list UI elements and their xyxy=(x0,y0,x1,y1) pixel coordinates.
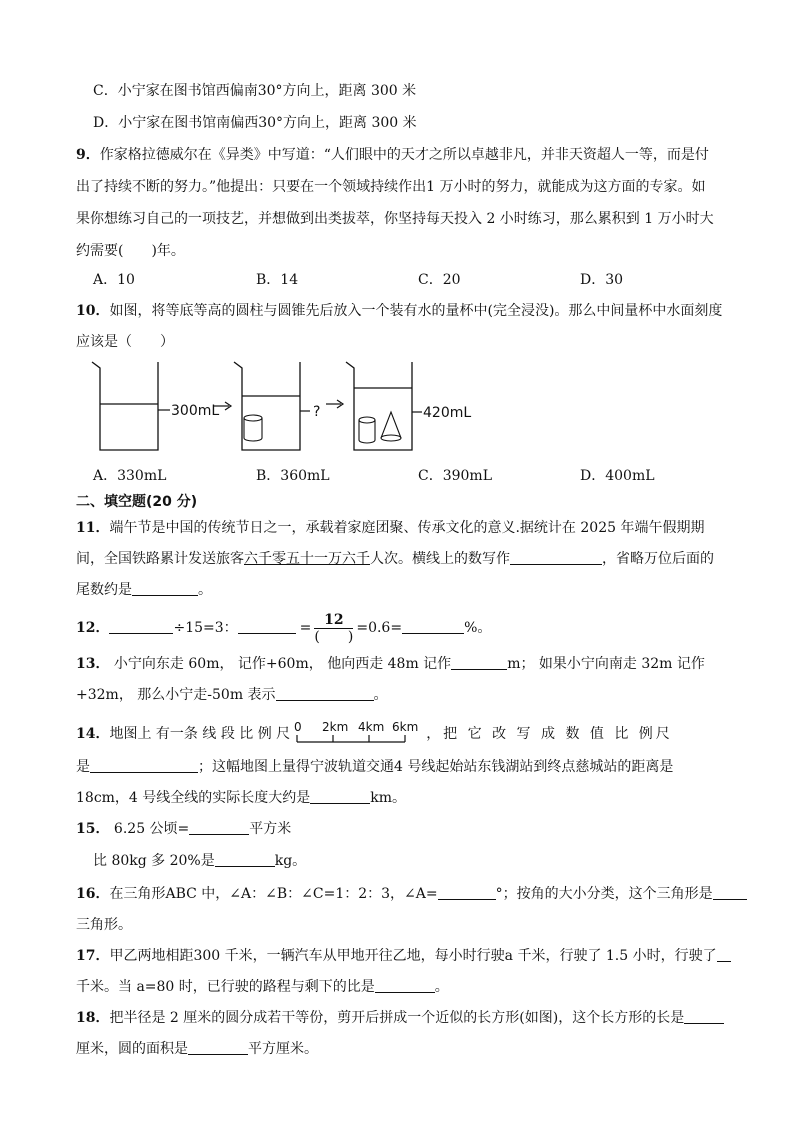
q11-line-1 xyxy=(76,518,704,538)
q11-number: 11． xyxy=(76,520,110,536)
q11-blank-1[interactable] xyxy=(510,550,602,565)
scale-tick-0: 0 xyxy=(294,720,302,734)
label-question: ? xyxy=(313,404,321,420)
beaker-1 xyxy=(92,362,219,450)
q14-text-1b: ，把 它 改 写 成 数 值 比 例尺 xyxy=(426,726,673,742)
q18-blank-2[interactable] xyxy=(188,1040,248,1055)
q13-blank-2[interactable] xyxy=(276,686,374,701)
q15-line-2 xyxy=(93,851,306,871)
q17-text-2a: 千米。当 a=80 时，已行驶的路程与剩下的比是 xyxy=(76,979,375,995)
q15-blank-2[interactable] xyxy=(215,852,275,867)
q11-underlined-number: 六千零五十一万六千 xyxy=(244,551,370,567)
q11-text-1: 端午节是中国的传统节日之一，承载着家庭团聚、传承文化的意义.据统计在 2025 年端午假期期 xyxy=(109,520,705,536)
q14-line-2 xyxy=(76,757,673,777)
q8-option-c: C．小宁家在图书馆西偏南30°方向上，距离 300 米 xyxy=(93,83,417,99)
q11-text-3a: 尾数约是 xyxy=(76,582,132,598)
q10-option-c: C．390mL xyxy=(418,468,493,484)
q11-line-2 xyxy=(76,549,714,569)
q12-fraction-numerator: 12 xyxy=(314,612,353,629)
q9-text-1: 作家格拉德威尔在《异类》中写道：“人们眼中的天才之所以卓越非凡，并非天资超人一等，而是付 xyxy=(99,147,709,163)
q18-line-1 xyxy=(76,1008,724,1028)
q11-blank-2[interactable] xyxy=(132,581,198,596)
cylinder-icon xyxy=(244,415,262,441)
q15-line-1 xyxy=(76,819,291,839)
q12-text-b: = xyxy=(299,620,312,636)
q15-text-2a: 比 80kg 多 20%是 xyxy=(93,853,215,869)
q16-number: 16． xyxy=(76,886,110,902)
q8-option-d: D．小宁家在图书馆南偏西30°方向上，距离 300 米 xyxy=(93,115,417,131)
q16-line-1 xyxy=(76,884,747,904)
q17-text-1: 甲乙两地相距300 千米，一辆汽车从甲地开往乙地，每小时行驶a 千米，行驶了 1.5 小时，行驶了 xyxy=(109,948,717,964)
q14-text-3b: km。 xyxy=(370,790,407,806)
q12-text-c: =0.6= xyxy=(356,620,403,636)
q14-text-2b: ；这幅地图上量得宁波轨道交通4 号线起始站东钱湖站到终点慈城站的距离是 xyxy=(198,759,674,775)
q12-fraction-denominator[interactable]: ( ) xyxy=(314,628,354,645)
q9-option-c: C．20 xyxy=(418,272,461,288)
q17-blank-2[interactable] xyxy=(375,978,435,993)
q16-line-2: 三角形。 xyxy=(76,917,132,933)
q13-line-2 xyxy=(76,685,388,705)
q12-line xyxy=(76,611,491,645)
q18-blank-1[interactable] xyxy=(684,1009,724,1024)
q13-text-1a: 小宁向东走 60m， 记作+60m， 他向西走 48m 记作 xyxy=(109,656,452,672)
q15-blank-1[interactable] xyxy=(189,820,249,835)
q14-text-2a: 是 xyxy=(76,759,90,775)
q10-number: 10． xyxy=(76,303,110,319)
q11-text-2a: 间，全国铁路累计发送旅客 xyxy=(76,551,244,567)
q13-text-2a: +32m， 那么小宁走-50m 表示 xyxy=(76,687,276,703)
q17-blank-1[interactable] xyxy=(717,947,731,962)
q10-option-a: A．330mL xyxy=(93,468,167,484)
q12-blank-3[interactable] xyxy=(402,619,464,634)
scale-tick-6km: 6km xyxy=(392,720,419,734)
q14-blank-1[interactable] xyxy=(90,758,198,773)
q9-line-1 xyxy=(76,145,709,165)
q9-option-d: D．30 xyxy=(580,272,624,288)
q13-blank-1[interactable] xyxy=(451,655,507,670)
q11-text-2c: ，省略万位后面的 xyxy=(602,551,714,567)
q12-fraction xyxy=(314,612,353,645)
q14-line-1 xyxy=(76,720,673,746)
cylinder-icon xyxy=(359,417,375,443)
q10-line-2: 应该是（ ） xyxy=(76,334,174,350)
q9-number: 9． xyxy=(76,147,100,163)
label-420ml: 420mL xyxy=(423,405,472,421)
q16-text-1b: °；按角的大小分类，这个三角形是 xyxy=(495,886,713,902)
label-300ml: 300mL xyxy=(171,403,220,419)
q14-number: 14． xyxy=(76,726,110,742)
beaker-2 xyxy=(234,362,320,450)
q12-text-d: %。 xyxy=(464,620,492,636)
q9-option-a: A．10 xyxy=(93,272,135,288)
q13-number: 13． xyxy=(76,656,110,672)
q16-blank-1[interactable] xyxy=(438,885,496,900)
q17-text-2b: 。 xyxy=(434,979,449,995)
q13-text-2b: 。 xyxy=(373,687,388,703)
q14-text-1a: 地图上 有一条 线 段 比 例 尺 xyxy=(109,726,291,742)
q10-beaker-figure xyxy=(88,356,488,456)
q15-text-1b: 平方米 xyxy=(249,821,292,837)
q18-line-2 xyxy=(76,1039,318,1059)
q14-blank-2[interactable] xyxy=(310,789,370,804)
q14-line-scale xyxy=(294,720,422,746)
cone-icon xyxy=(381,412,401,441)
beaker-3 xyxy=(346,362,471,450)
q9-option-b: B．14 xyxy=(256,272,299,288)
q14-text-3a: 18cm，4 号线全线的实际长度大约是 xyxy=(76,790,311,806)
q14-line-3 xyxy=(76,788,406,808)
q10-option-b: B．360mL xyxy=(256,468,330,484)
q9-line-3: 果你想练习自己的一项技艺，并想做到出类拔萃，你坚持每天投入 2 小时练习，那么累积到 1 万小时大 xyxy=(76,211,714,227)
q17-line-1 xyxy=(76,946,731,966)
q17-line-2 xyxy=(76,977,449,997)
q15-number: 15． xyxy=(76,821,110,837)
q17-number: 17． xyxy=(76,948,110,964)
q16-blank-2[interactable] xyxy=(713,885,747,900)
q15-text-2b: kg。 xyxy=(274,853,307,869)
q10-line-1 xyxy=(76,301,722,321)
q12-blank-2[interactable] xyxy=(238,619,296,634)
q13-line-1 xyxy=(76,654,705,674)
q18-text-2a: 厘米，圆的面积是 xyxy=(76,1041,188,1057)
arrow-right-icon xyxy=(326,400,343,408)
q18-text-2b: 平方厘米。 xyxy=(248,1041,318,1057)
scale-tick-4km: 4km xyxy=(358,720,385,734)
q18-text-1: 把半径是 2 厘米的圆分成若干等份，剪开后拼成一个近似的长方形(如图)，这个长方形的长是 xyxy=(109,1010,685,1026)
q18-number: 18． xyxy=(76,1010,110,1026)
q12-text-a: ÷15=3： xyxy=(173,620,238,636)
q10-option-d: D．400mL xyxy=(580,468,655,484)
q9-line-4: 约需要( )年。 xyxy=(76,243,185,259)
q11-text-3b: 。 xyxy=(198,582,212,598)
q12-blank-1[interactable] xyxy=(109,619,173,634)
q13-text-1b: m； 如果小宁向南走 32m 记作 xyxy=(507,656,705,672)
q9-line-2: 出了持续不断的努力。”他提出：只要在一个领域持续作出1 万小时的努力，就能成为这方面的专家。如 xyxy=(76,179,706,195)
q11-line-3 xyxy=(76,580,212,600)
scale-tick-2km: 2km xyxy=(322,720,349,734)
q10-text-1: 如图，将等底等高的圆柱与圆锥先后放入一个装有水的量杯中(完全浸没)。那么中间量杯中水面刻度 xyxy=(109,303,723,319)
q11-text-2b: 人次。横线上的数写作 xyxy=(370,551,510,567)
q15-text-1a: 6.25 公顷= xyxy=(109,821,190,837)
q16-text-1a: 在三角形ABC 中，∠A：∠B：∠C=1：2：3，∠A= xyxy=(109,886,438,902)
q12-number: 12． xyxy=(76,620,110,636)
section-2-title: 二、填空题(20 分) xyxy=(76,494,198,510)
